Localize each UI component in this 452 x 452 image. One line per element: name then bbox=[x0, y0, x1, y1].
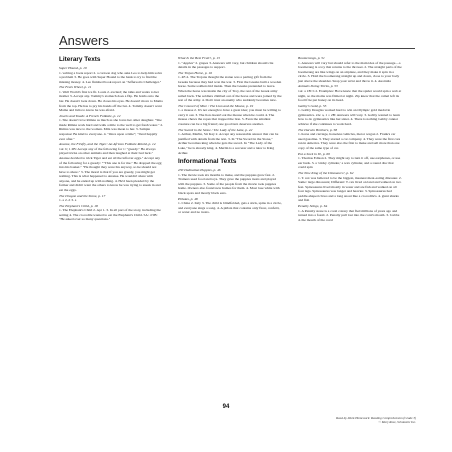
entry-body: 1. The movie took six months to make, and the puppies grew fast. 2. Trainers used food and toys. They gave the puppies treats and played with the puppies. 3. Some of the people from the movie took puppies home. Owners also found new homes for them. 4. Most lose white with black spots and mostly black ears. bbox=[178, 172, 280, 195]
entry-title: The Feets Wheel, p. 11 bbox=[59, 85, 92, 90]
page-number: 94 bbox=[222, 404, 230, 410]
answer-entry bbox=[178, 197, 282, 215]
entry-title: The Sword in the Stone / The Lady of the Lake, p. 42 bbox=[178, 127, 253, 132]
answer-entry bbox=[298, 204, 402, 222]
entry-body: 1. writing a book report 2. a cartoon dog who asks Leo to help him solve a problem 3. He goes with Super Hound to the bank to try to find the missing money. 4. Leo finished book report on "Jefferson's Challenger." bbox=[59, 70, 163, 84]
entry-title: What Is the Best Fruit?, p. 15 bbox=[178, 56, 220, 60]
entry-body: 1. China 2. Italy 3. The child is blindfolded, gets a stick, spins in a circle, and everyone sings a song. 4. A piñata that contains only flour, confetti, or water and no treats. bbox=[178, 201, 282, 215]
column-3 bbox=[298, 56, 402, 223]
entry-title: Penalty Stings, p. 64 bbox=[298, 204, 328, 209]
entry-body: 1. a 2. d 3. a bbox=[59, 198, 77, 203]
entry-body: 1. horse and carriage, horseless vehicles, motor wagon 2. Frank's car used gasoline. 3. They started a car company. 4. They were the first cars ran in America. They were also the first to make and sell more than one copy of the same type of car. bbox=[298, 132, 401, 150]
entry-title: The Darwin Brothers, p. 58 bbox=[298, 127, 338, 132]
page-title: Answers bbox=[59, 33, 109, 48]
entry-body: 1. A Penalty stone is a coral colony that fled millions of years ago and turned into a fossil. 2. Penalty pull lost into the coral's mouth. 3. b ubbe 4. the mouth of the coral bbox=[298, 208, 400, 222]
answer-entry bbox=[298, 128, 402, 151]
title-rule bbox=[59, 48, 415, 49]
entry-body: 1. Gabby Douglas worked hard to win an Olympic gold medal in gymnastics. 2A: a, 1 = 2B: Answers will vary. 3. Gabby wanted to learn how to do gymnastics like her sister. 4. There is nothing Gabby cannot achieve if she continues to work hard. bbox=[298, 108, 400, 127]
entry-body: 1. 4F-2. The Trojans thought the statue was a parting gift from the Greeks because they had won the war. 3. First the Greeks built a wooden horse. Some soldiers hid inside. Then the Greeks pretended to leave. When the horse was inside the city of Troy, the rest of the Greek army sailed back. The soldiers climbed out of the horse and were joined by the rest of the army. 4. Don't trust an enemy who suddenly becomes nice. bbox=[178, 75, 282, 103]
entry-title: Jewels and Toads: A French Folktale, p. 12 bbox=[59, 113, 121, 118]
entry-body: 1. Thomas Edison 2. They might say to turn it off, use earphones, or use ear buds. 3. a 'sticky cylinder,' a wax cylinder, and a round disc that could spin bbox=[298, 156, 401, 170]
answer-entry bbox=[59, 204, 163, 222]
entry-body: 1. She doesn't love Rimna as much as she loves her other daughter. "She made Rimna work hard and walk a mile to the well to get fresh water." 2. Rimna was nice to the woman. Mila was mean to her. 3. Sample response: Be kind to everyone. 4. "Once upon a time"; "lived happily ever after." bbox=[59, 118, 163, 141]
entry-title: Gabby's Gold, p. 55 bbox=[298, 103, 327, 108]
entry-body: 1. Answers will vary but should refer to the main idea of the passage—a boomerang is a toy that returns to the thrower. 2. The straight parts of the boomerang are like wings on an airplane, and they make it spin in a circle. 3. Hold the boomerang straight up and down, close to your body just above the shoulder. Snap your wrist and throw it. 4. Australia bbox=[298, 60, 402, 83]
section-heading: Literary Texts bbox=[59, 56, 101, 63]
answer-entry bbox=[298, 56, 402, 83]
entry-body: 1A: a 1B: b 2. Examples: Hove knew that the spider would spin a web at night, so the moms was filmed at night. Zip knew that the camel left its food if he put honey on its head. bbox=[298, 89, 402, 103]
answer-entry bbox=[298, 104, 402, 127]
answer-entry bbox=[59, 85, 163, 112]
answer-entry bbox=[298, 152, 402, 170]
entry-title: Boomerangs, p. 51 bbox=[298, 56, 325, 60]
entry-title: 230 Dalmatian Puppies, p. 46 bbox=[178, 168, 221, 173]
entry-title: Piñatas, p. 48 bbox=[178, 196, 198, 201]
entry-title: The Dragon and the Stone, p. 17 bbox=[59, 193, 106, 198]
footer-credit bbox=[276, 416, 416, 424]
entry-body: 1. Well World's first ice fit. Louis 2. excited; the talks and wants to her mother 3. Accept any. Tommy's stomach does a flip. He holds onto the bar. He doesn't look down. He closes his eyes. He doesn't move to Mama from the top. He has to pry his hands off the bar. 4. Tommy doesn't want Mama and Julia to know he was afraid. bbox=[59, 89, 163, 113]
column-1 bbox=[59, 56, 163, 223]
column-2 bbox=[178, 56, 282, 216]
entry-title: Put a Sock in It!, p. 60 bbox=[298, 151, 330, 156]
answer-entry bbox=[59, 66, 163, 84]
answer-entry bbox=[59, 194, 163, 203]
answer-entry bbox=[178, 71, 282, 103]
entry-body: 1. Arthur, Merlin, Sir Kay 2. Accept any reasonable answer that can be justified with details from the text. 3. In "The Sword in the Stone," Arthur becomes king when he gets the sword. In "The Lady of the Lake," he is already king. 4. Merlin is a sorcerer and a tutor to King Arthur. bbox=[178, 132, 279, 155]
answer-entry bbox=[178, 128, 282, 155]
entry-body: 1A: b; 1 2B: Accept any of the following for 1: "greedy." He always played tricks on other animals and then laughed at their bad luck." Ananse decided to trick Tiger and eat all the leftover eggs." Accept any of the following for a greedy: ""This one is for me." He dropped the egg into his basket." "He thought they were his anyway, so he should not have to share." 3. The moral is that if you are greedy, you might get nothing. This is what happened to Ananse. He wouldn't share with anyone, and he ended up with nothing. 4. He'd been pleaded by the farmer and didn't want the others to know he was trying to sneak in and eat the eggs. bbox=[59, 146, 162, 192]
answer-entry bbox=[178, 104, 282, 127]
entry-title: The Trojan Horse, p. 16 bbox=[178, 70, 212, 75]
entry-title: Super Hound, p. 10 bbox=[59, 66, 87, 70]
entry-title: Ananse, the Firefly, and the Tiger: An African Folktale Retold, p. 14 bbox=[59, 142, 156, 147]
entry-body: 1. T. rex was believed to be the biggest, meanest meat-eating dinosaur. 2. Same: large dinosaurs; Different: T. rex lived on land and walked on two feet. Spinosaurus lived mostly in water and ate fish and walked on all four legs. Spinosaurus was longer and heavier. 3. Spinosaurus had paddle-shaped claws and a long snout like a crocodile's. 4. giant sharks and fish bbox=[298, 175, 402, 203]
entry-title: The Council of Mice / The Lion and the Mouse, p. 19 bbox=[178, 103, 254, 108]
entry-body: 1. "Apples" 2. grapes 3. Answers will vary, but children should cite details in the passages to support. bbox=[178, 60, 274, 70]
answer-entry bbox=[298, 84, 402, 102]
entry-body: 1. The Elephant's Child 2. Apt 1. 3. In all part of the story, including the setting 4. The crocodile wanted to eat the Elephant's Child. 5A: d 5B: "He asked over so many questions." bbox=[59, 208, 161, 222]
section-heading: Informational Texts bbox=[178, 158, 237, 166]
entry-title: The Elephant's Child, p. 18 bbox=[59, 203, 98, 208]
answer-entry bbox=[59, 142, 163, 192]
entry-body: 1. a mouse 2. It's not enough to have a great idea; you must be willing to carry it out. 3. The lion doesn't eat the mouse when he could. 4. The mouse chews the ropes that trapped the lion. 5. Even the smallest creature can be a big friend; one good turn deserves another. bbox=[178, 108, 281, 127]
footer-line-2: © Mary Rose, Scholastic Inc. bbox=[378, 420, 416, 424]
answer-entry bbox=[178, 168, 282, 195]
entry-title: The New King of the Dinosaurs?, p. 62 bbox=[298, 171, 354, 176]
footer-line-1: Read-by-Week Homework: Reading Comprehension (Grade 3) bbox=[336, 416, 416, 420]
entry-title: Animals Doing Tricks, p. 53 bbox=[298, 84, 338, 89]
answer-entry bbox=[298, 171, 402, 203]
answer-entry bbox=[59, 114, 163, 141]
answer-entry bbox=[178, 56, 282, 70]
